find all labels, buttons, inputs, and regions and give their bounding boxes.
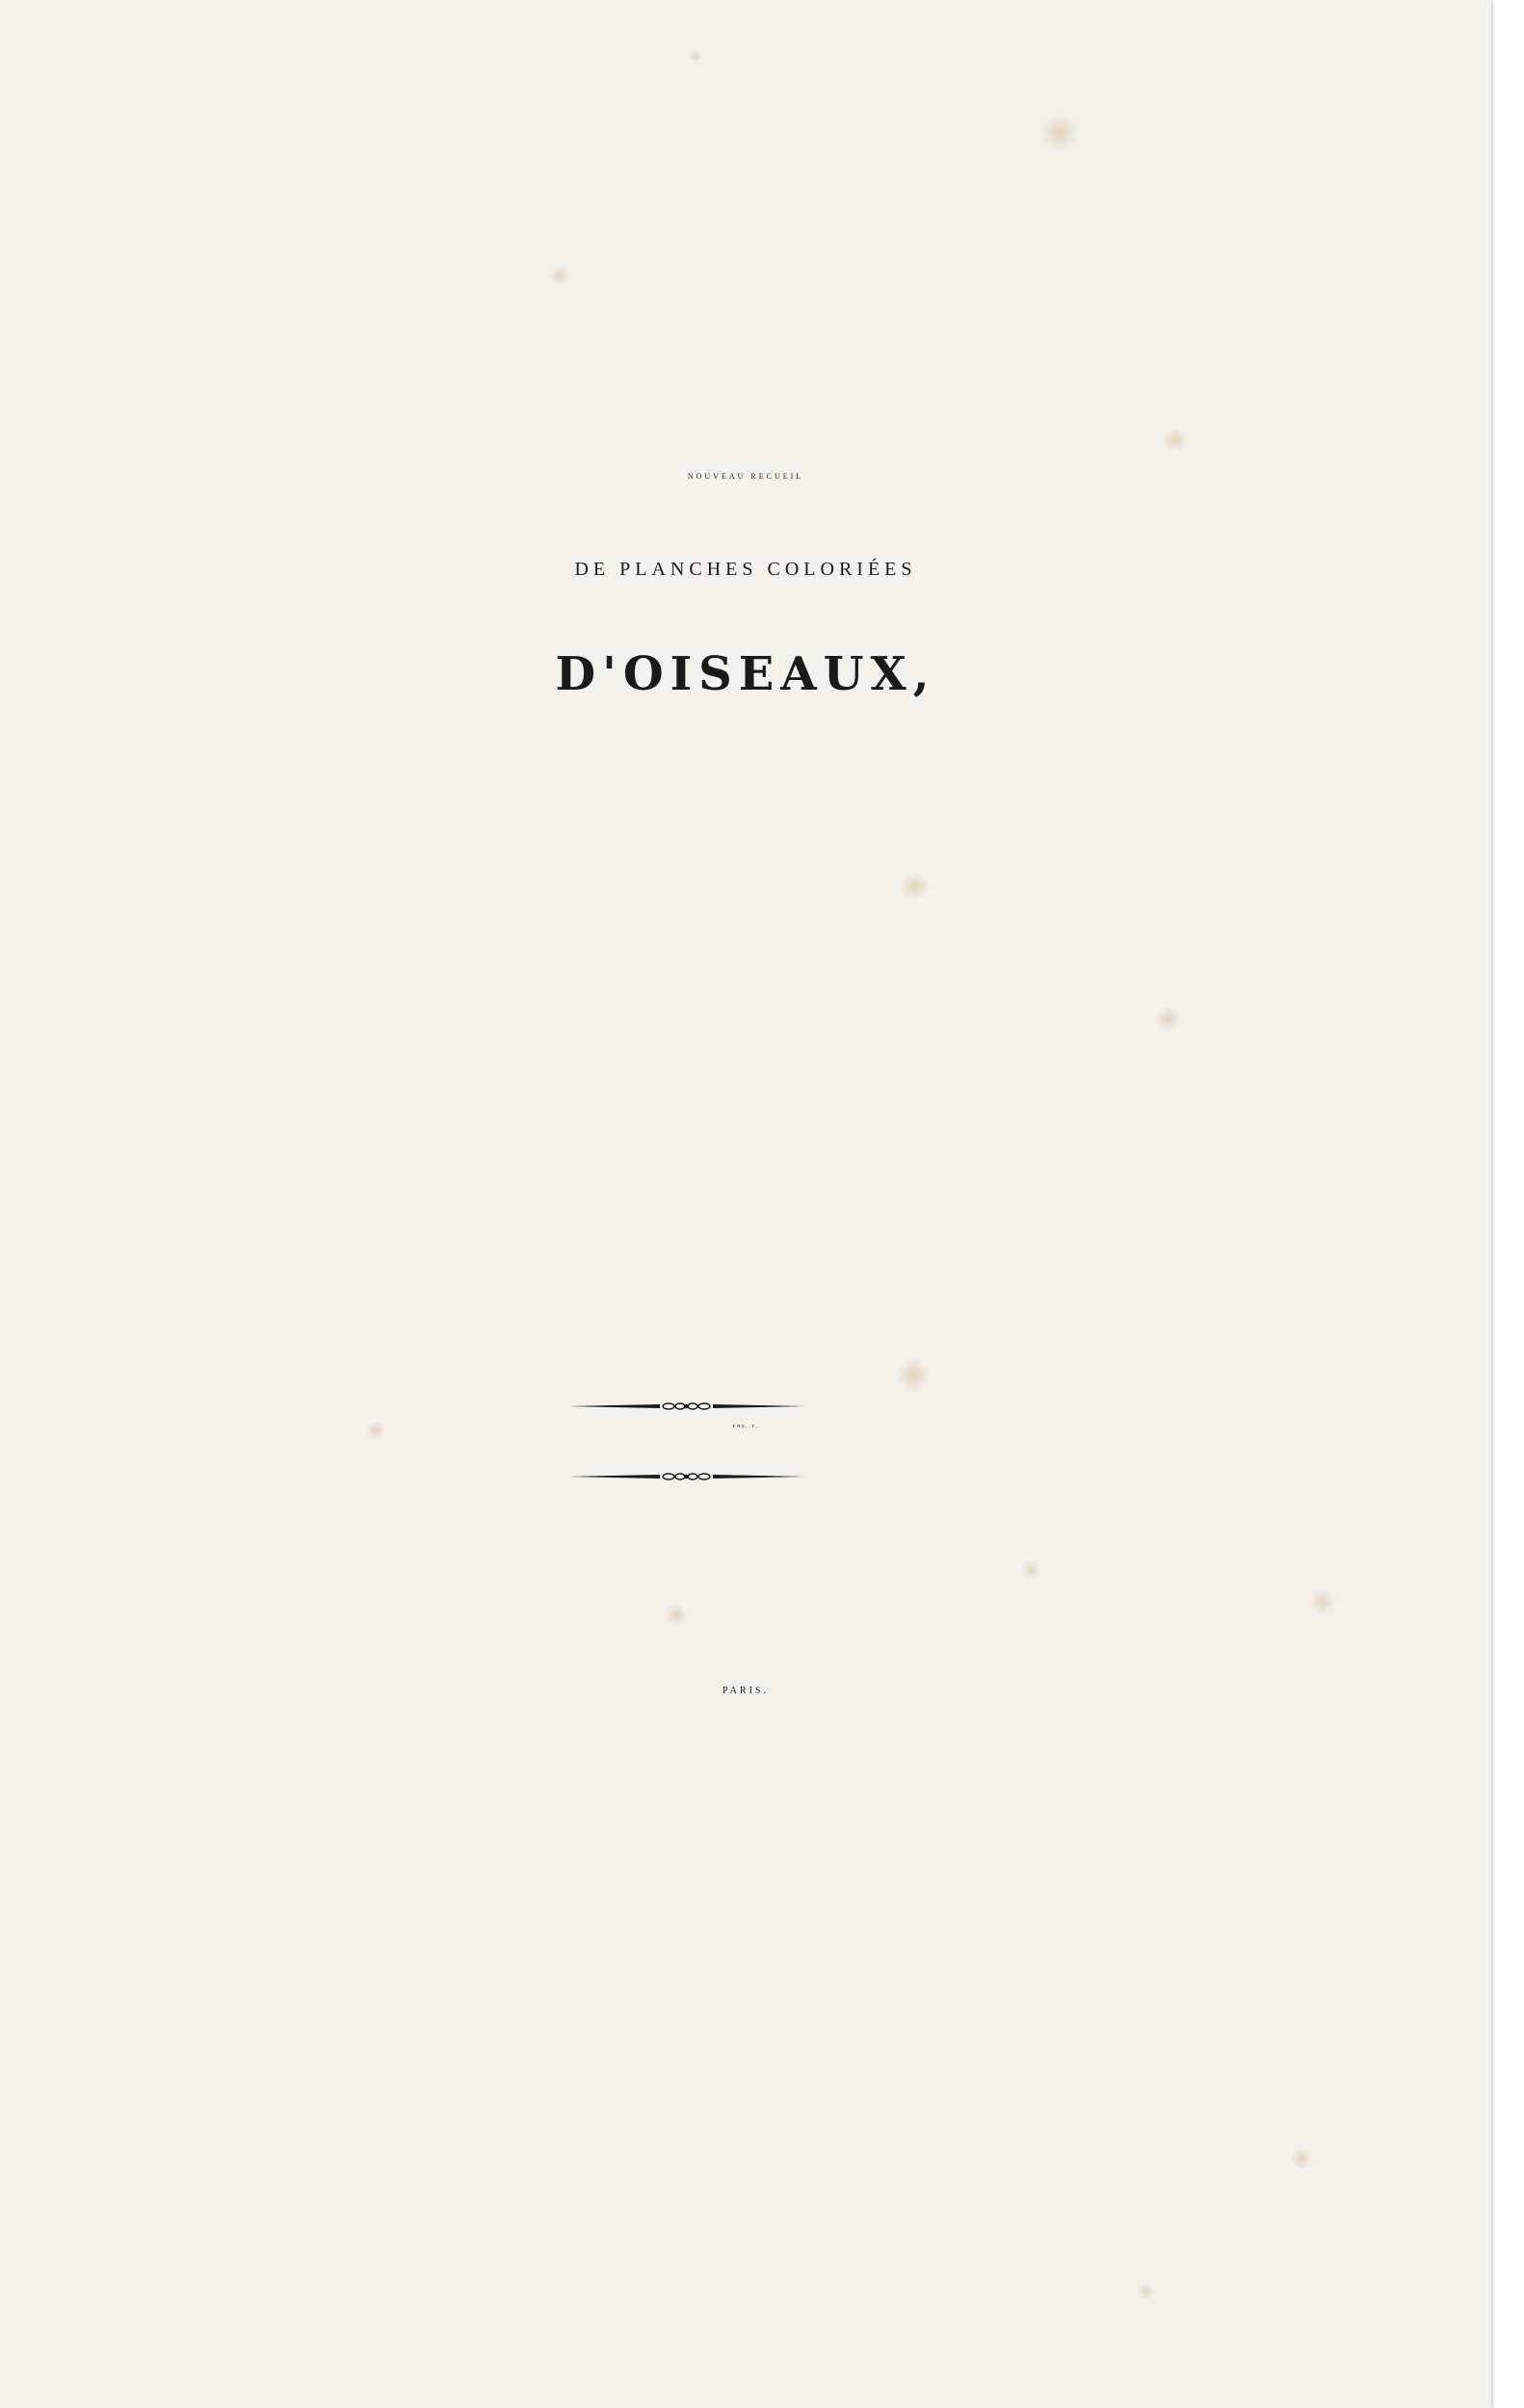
title-line-3: D'OISEAUX, — [555, 647, 936, 701]
imprint-city: PARIS. — [723, 1686, 769, 1696]
foxing-spot — [1291, 2148, 1312, 2169]
foxing-spot — [689, 50, 702, 64]
ornamental-rule-bottom — [568, 1472, 804, 1481]
foxing-spot — [896, 1358, 931, 1393]
volume-number: VOL. I. — [732, 1424, 759, 1428]
foxing-spot — [549, 265, 570, 286]
foxing-spot — [1040, 114, 1079, 152]
title-line-2: DE PLANCHES COLORIÉES — [574, 559, 917, 580]
foxing-spot — [665, 1604, 688, 1627]
foxing-spot — [1310, 1589, 1335, 1614]
title-line-1: NOUVEAU RECUEIL — [687, 472, 804, 481]
foxing-spot — [901, 872, 930, 901]
ornamental-rule-top — [568, 1401, 804, 1411]
foxing-spot — [1156, 1007, 1181, 1032]
foxing-spot — [1164, 429, 1187, 452]
foxing-spot — [1021, 1560, 1040, 1580]
foxing-spot — [1137, 2283, 1154, 2300]
